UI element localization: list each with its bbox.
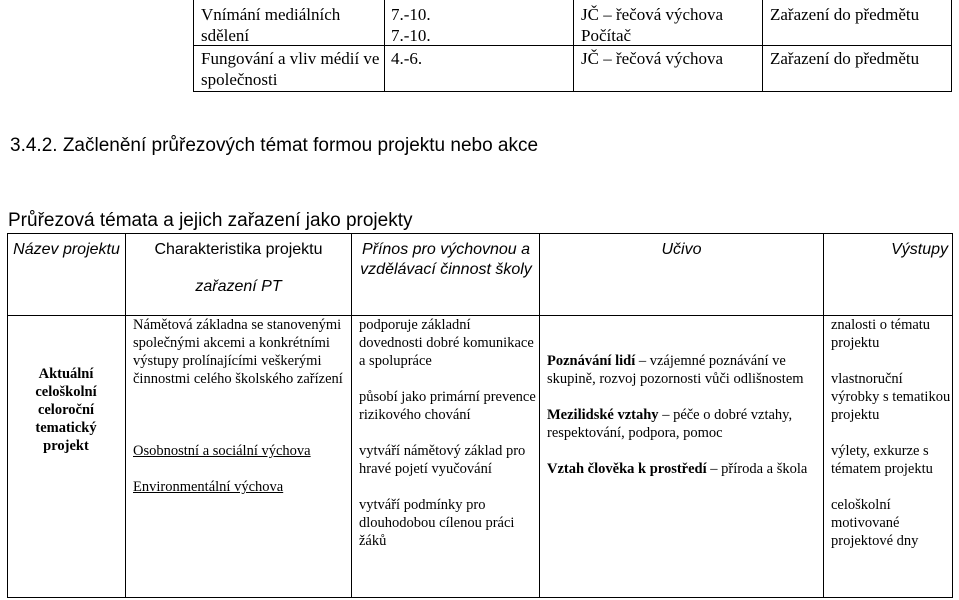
curriculum-title: Mezilidské vztahy xyxy=(547,407,659,423)
theme-link: Osobnostní a sociální výchova xyxy=(133,443,311,459)
output-item: znalosti o tématu projektu xyxy=(831,317,931,351)
curriculum-item: Poznávání lidí – vzájemné poznávání ve skupině, rozvoj pozornosti vůči odlišnostem xyxy=(547,353,804,387)
section-heading: 3.4.2. Začlenění průřezových témat formou projektu nebo akce xyxy=(10,135,539,156)
subject-value: Počítač xyxy=(581,26,632,45)
header-name: Název projektu xyxy=(13,241,120,258)
header-curriculum: Učivo xyxy=(661,241,702,258)
output-item: celoškolní motivované projektové dny xyxy=(831,497,919,549)
contribution-item: podporuje základní dovednosti dobré komunikace a spolupráce xyxy=(359,317,534,369)
assignment-cell: Zařazení do předmětu xyxy=(770,49,920,68)
curriculum-title: Poznávání lidí xyxy=(547,353,636,369)
header-outputs: Výstupy xyxy=(891,241,948,258)
grade-value: 4.-6. xyxy=(391,49,423,68)
project-name: Aktuální celoškolní celoroční tematický projekt xyxy=(35,366,97,454)
contribution-item: vytváří podmínky pro dlouhodobou cílenou práci žáků xyxy=(359,497,515,549)
header-characteristic-title: Charakteristika projektu xyxy=(154,241,323,258)
header-characteristic xyxy=(126,240,351,297)
subject-value: JČ – řečová výchova xyxy=(581,5,724,24)
subject-cell xyxy=(581,4,761,46)
grade-value: 7.-10. xyxy=(391,5,431,24)
project-contributions xyxy=(359,316,537,550)
curriculum-text: příroda a škola xyxy=(721,461,808,477)
project-characteristic xyxy=(133,316,347,496)
project-outputs xyxy=(831,316,951,550)
output-item: vlastnoruční výrobky s tematikou projektu xyxy=(831,371,951,423)
grade-value: 7.-10. xyxy=(391,26,431,45)
curriculum-text: vzájemné poznávání ve skupině, rozvoj pozornosti vůči odlišnostem xyxy=(547,353,804,387)
header-contribution: Přínos pro výchovnou a vzdělávací činnost školy xyxy=(360,241,532,278)
theme-link: Environmentální výchova xyxy=(133,479,284,495)
output-item: výlety, exkurze s tématem projektu xyxy=(831,443,933,477)
grade-cell xyxy=(391,4,561,46)
curriculum-title: Vztah člověka k prostředí xyxy=(547,461,707,477)
curriculum-text: péče o dobré vztahy, respektování, podpora, pomoc xyxy=(547,407,793,441)
header-characteristic-sub: zařazení PT xyxy=(195,278,282,295)
assignment-cell: Zařazení do předmětu xyxy=(770,5,920,24)
curriculum-item: Mezilidské vztahy – péče o dobré vztahy, respektování, podpora, pomoc xyxy=(547,407,793,441)
project-curriculum xyxy=(547,352,819,478)
characteristic-text: Námětová základna se stanovenými společnými akcemi a konkrétními výstupy prolínajícími veškerými činnostmi celého školského zařízení xyxy=(133,317,343,387)
topic-cell: Fungování a vliv médií ve společnosti xyxy=(201,49,380,89)
curriculum-item: Vztah člověka k prostředí – příroda a škola xyxy=(547,461,808,477)
topic-cell: Vnímání mediálních sdělení xyxy=(201,5,341,45)
table-title: Průřezová témata a jejich zařazení jako projekty xyxy=(8,210,413,231)
contribution-item: působí jako primární prevence rizikového chování xyxy=(359,389,536,423)
contribution-item: vytváří námětový základ pro hravé pojetí vyučování xyxy=(359,443,526,477)
subject-value: JČ – řečová výchova xyxy=(581,49,724,68)
